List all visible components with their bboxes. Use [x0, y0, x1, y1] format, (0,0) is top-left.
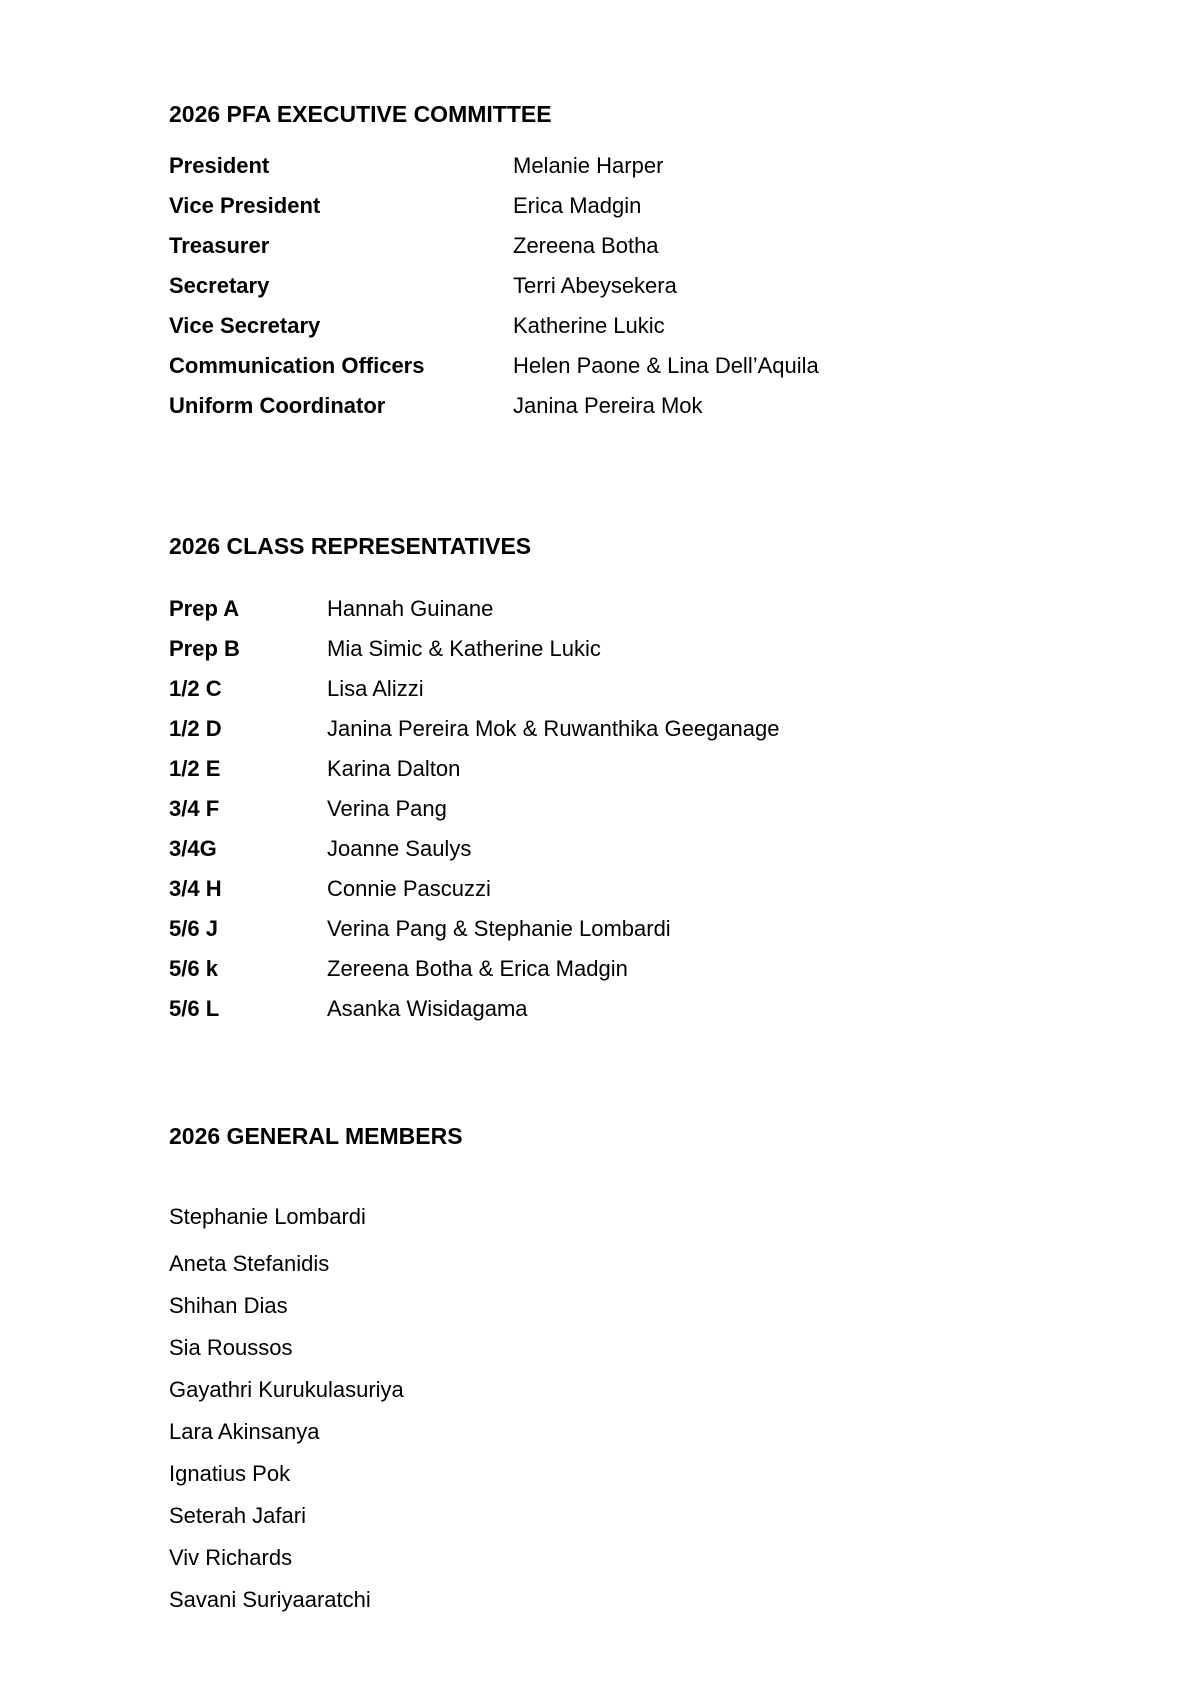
class-label: 3/4G: [169, 836, 217, 861]
class-rep-names: Connie Pascuzzi: [327, 876, 491, 901]
class-label: 5/6 J: [169, 916, 218, 941]
class-rep-row: [169, 709, 780, 749]
class-label: 1/2 D: [169, 716, 222, 741]
class-rep-row: [169, 949, 780, 989]
class-label: 3/4 H: [169, 876, 222, 901]
class-rep-row: [169, 869, 780, 909]
class-rep-names: Zereena Botha & Erica Madgin: [327, 956, 628, 981]
executive-committee-list: [169, 146, 819, 426]
class-label: 1/2 E: [169, 756, 221, 781]
committee-member-name: Janina Pereira Mok: [513, 393, 703, 418]
committee-row: [169, 226, 819, 266]
class-rep-names: Asanka Wisidagama: [327, 996, 528, 1021]
class-rep-names: Karina Dalton: [327, 756, 461, 781]
general-member-item: Savani Suriyaaratchi: [169, 1587, 371, 1612]
general-members-heading: 2026 GENERAL MEMBERS: [169, 1123, 463, 1149]
class-rep-row: [169, 789, 780, 829]
class-rep-row: [169, 749, 780, 789]
class-label: 5/6 L: [169, 996, 220, 1021]
committee-role-label: Secretary: [169, 273, 270, 298]
general-member-item: Shihan Dias: [169, 1293, 288, 1318]
general-member-item: Lara Akinsanya: [169, 1419, 320, 1444]
class-rep-names: Lisa Alizzi: [327, 676, 424, 701]
committee-role-label: Treasurer: [169, 233, 270, 258]
committee-role-label: President: [169, 153, 270, 178]
general-member-item: Ignatius Pok: [169, 1461, 291, 1486]
general-member-item: Aneta Stefanidis: [169, 1251, 330, 1276]
class-rep-names: Verina Pang & Stephanie Lombardi: [327, 916, 671, 941]
class-rep-row: [169, 629, 780, 669]
general-member-item: Viv Richards: [169, 1545, 293, 1570]
committee-row: [169, 386, 819, 426]
committee-member-name: Terri Abeysekera: [513, 273, 677, 298]
class-rep-row: [169, 669, 780, 709]
class-rep-names: Verina Pang: [327, 796, 447, 821]
committee-row: [169, 346, 819, 386]
class-rep-row: [169, 909, 780, 949]
committee-member-name: Zereena Botha: [513, 233, 659, 258]
class-rep-row: [169, 829, 780, 869]
committee-member-name: Erica Madgin: [513, 193, 642, 218]
class-label: 1/2 C: [169, 676, 222, 701]
committee-row: [169, 306, 819, 346]
class-label: 3/4 F: [169, 796, 220, 821]
executive-committee-heading: 2026 PFA EXECUTIVE COMMITTEE: [169, 101, 552, 127]
committee-role-label: Vice Secretary: [169, 313, 321, 338]
committee-row: [169, 186, 819, 226]
committee-member-name: Helen Paone & Lina Dell’Aquila: [513, 353, 819, 378]
class-representatives-list: [169, 589, 780, 1029]
class-rep-names: Hannah Guinane: [327, 596, 494, 621]
general-member-item: Stephanie Lombardi: [169, 1204, 366, 1229]
general-member-item: Sia Roussos: [169, 1335, 293, 1360]
class-label: 5/6 k: [169, 956, 218, 981]
class-label: Prep A: [169, 596, 240, 621]
committee-row: [169, 146, 819, 186]
committee-role-label: Communication Officers: [169, 353, 425, 378]
class-label: Prep B: [169, 636, 240, 661]
class-rep-names: Joanne Saulys: [327, 836, 472, 861]
class-rep-row: [169, 989, 780, 1029]
general-member-item: Gayathri Kurukulasuriya: [169, 1377, 404, 1402]
class-rep-names: Janina Pereira Mok & Ruwanthika Geeganage: [327, 716, 780, 741]
committee-member-name: Melanie Harper: [513, 153, 664, 178]
class-rep-names: Mia Simic & Katherine Lukic: [327, 636, 601, 661]
committee-member-name: Katherine Lukic: [513, 313, 665, 338]
committee-role-label: Uniform Coordinator: [169, 393, 386, 418]
general-members-list: [169, 1196, 404, 1621]
committee-row: [169, 266, 819, 306]
committee-role-label: Vice President: [169, 193, 321, 218]
class-rep-row: [169, 589, 780, 629]
general-member-item: Seterah Jafari: [169, 1503, 306, 1528]
class-representatives-heading: 2026 CLASS REPRESENTATIVES: [169, 533, 532, 559]
